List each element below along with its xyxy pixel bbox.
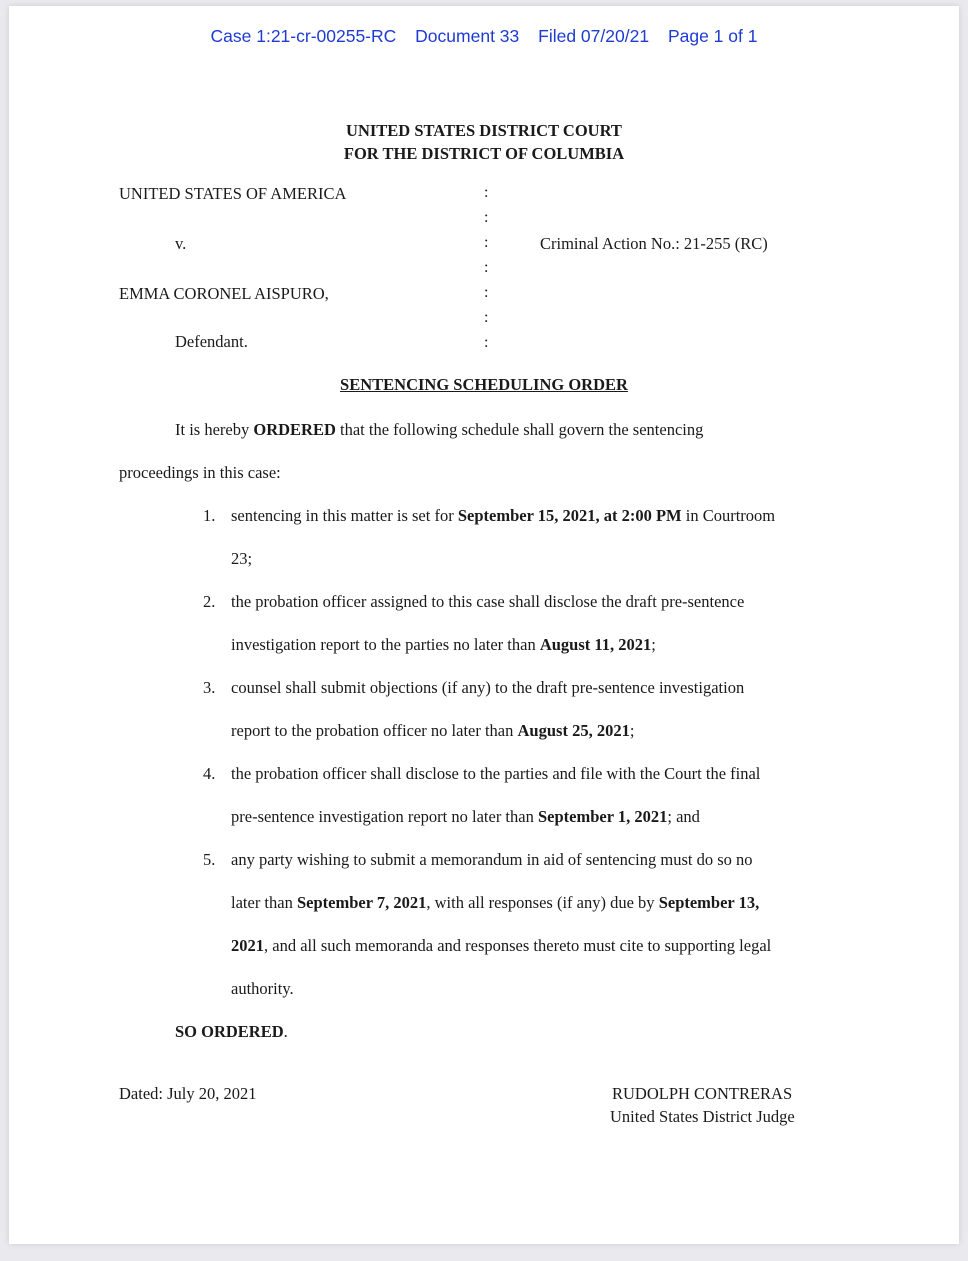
caption-versus: v. bbox=[175, 234, 187, 253]
list-item: sentencing in this matter is set for September 15, 2021, at 2:00 PM in Courtroom bbox=[231, 506, 776, 525]
document-number: Document 33 bbox=[415, 26, 520, 46]
list-item-number: 4. bbox=[203, 764, 216, 783]
court-name: UNITED STATES DISTRICT COURT bbox=[346, 121, 622, 140]
list-item-number: 1. bbox=[203, 506, 216, 525]
page-number: Page 1 of 1 bbox=[667, 26, 758, 46]
list-item: any party wishing to submit a memorandum in aid of sentencing must do so no bbox=[231, 850, 753, 869]
list-item-continuation: later than September 7, 2021, with all responses (if any) due by September 13, bbox=[231, 893, 760, 912]
dated-line: Dated: July 20, 2021 bbox=[119, 1084, 257, 1103]
order-title: SENTENCING SCHEDULING ORDER bbox=[340, 375, 628, 394]
caption-colon: : bbox=[484, 309, 489, 326]
caption-colon: : bbox=[484, 259, 489, 276]
caption-defendant-label: Defendant. bbox=[175, 332, 248, 351]
list-item-number: 3. bbox=[203, 678, 216, 697]
list-item-number: 5. bbox=[203, 850, 216, 869]
list-item: the probation officer shall disclose to the parties and file with the Court the final bbox=[231, 764, 761, 783]
caption-plaintiff: UNITED STATES OF AMERICA bbox=[119, 184, 347, 203]
caption-defendant: EMMA CORONEL AISPURO, bbox=[119, 284, 329, 303]
list-item-continuation: investigation report to the parties no later than August 11, 2021; bbox=[231, 635, 656, 654]
caption-colon: : bbox=[484, 334, 489, 351]
caption-colon: : bbox=[484, 284, 489, 301]
case-number: Case 1:21-cr-00255-RC bbox=[210, 26, 397, 46]
caption-colon: : bbox=[484, 209, 489, 226]
list-item-continuation: 2021, and all such memoranda and responses thereto must cite to supporting legal bbox=[231, 936, 772, 955]
so-ordered: SO ORDERED. bbox=[175, 1022, 288, 1041]
caption-colon: : bbox=[484, 184, 489, 201]
order-intro-line2: proceedings in this case: bbox=[119, 463, 281, 482]
list-item-continuation: report to the probation officer no later than August 25, 2021; bbox=[231, 721, 635, 740]
court-district: FOR THE DISTRICT OF COLUMBIA bbox=[343, 144, 625, 163]
judge-title: United States District Judge bbox=[610, 1107, 795, 1126]
list-item-continuation: authority. bbox=[231, 979, 294, 998]
list-item: the probation officer assigned to this case shall disclose the draft pre-sentence bbox=[231, 592, 745, 611]
filed-date: Filed 07/20/21 bbox=[538, 26, 650, 46]
list-item-continuation: 23; bbox=[231, 549, 253, 568]
order-intro: It is hereby ORDERED that the following schedule shall govern the sentencing bbox=[175, 420, 704, 439]
list-item-continuation: pre-sentence investigation report no later than September 1, 2021; and bbox=[231, 807, 700, 826]
ecf-header bbox=[0, 26, 968, 47]
judge-name: RUDOLPH CONTRERAS bbox=[612, 1084, 793, 1103]
list-item-number: 2. bbox=[203, 592, 216, 611]
caption-colon: : bbox=[484, 234, 489, 251]
criminal-action-number: Criminal Action No.: 21-255 (RC) bbox=[540, 234, 768, 253]
list-item: counsel shall submit objections (if any) to the draft pre-sentence investigation bbox=[231, 678, 745, 697]
